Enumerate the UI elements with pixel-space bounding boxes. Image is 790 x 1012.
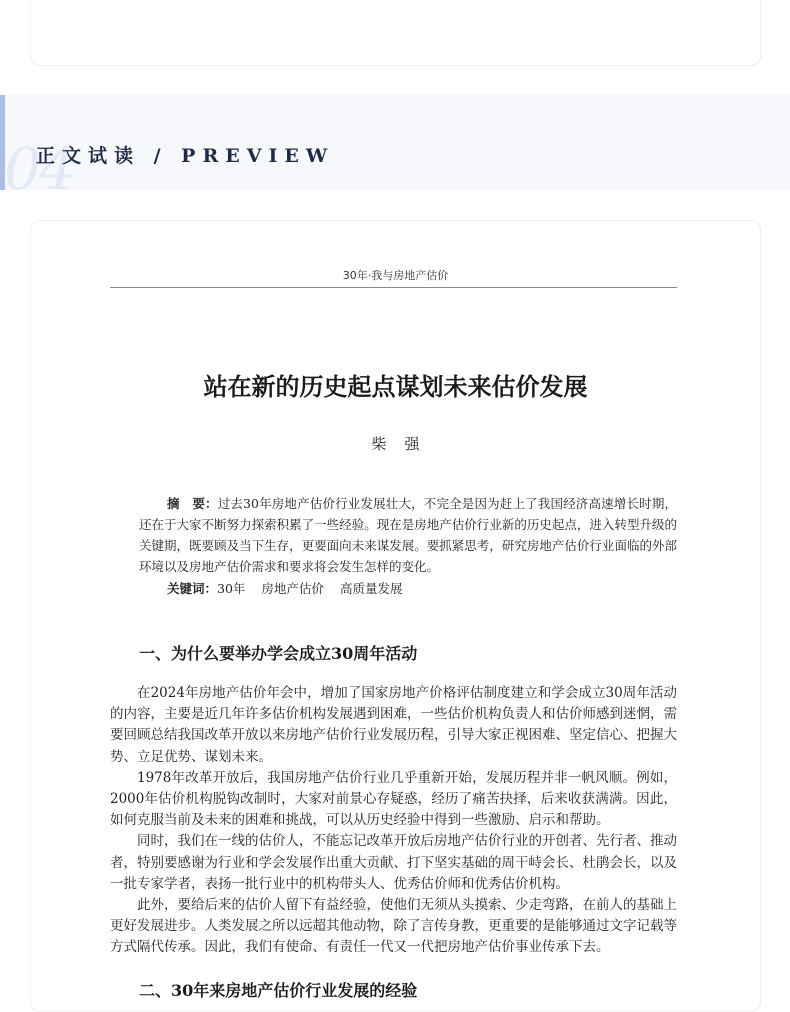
abstract-label: 摘 要：	[167, 496, 218, 511]
section-heading-1: 一、为什么要举办学会成立30周年活动	[139, 644, 418, 663]
section-number: 04	[4, 135, 74, 203]
keyword: 房地产估价	[261, 581, 324, 596]
article-title: 站在新的历史起点谋划未来估价发展	[203, 372, 588, 401]
abstract-text: 过去30年房地产估价行业发展壮大，不完全是因为赶上了我国经济高速增长时期，还在于大家不断努力探索积累了一些经验。现在是房地产估价行业新的历史起点，进入转型升级的关键期，既要顾及当下生存，更要面向未来谋发展。要抓紧思考，研究房地产估价行业面临的外部环境以及房地产估价需求和要求将会发生怎样的变化。	[139, 496, 677, 574]
preview-document-card	[30, 220, 761, 1012]
author-name: 柴强	[371, 435, 438, 453]
paragraph: 同时，我们在一线的估价人，不能忘记改革开放后房地产估价行业的开创者、先行者、推动者，特别要感谢为行业和学会发展作出重大贡献、打下坚实基础的周干峙会长、杜鹃会长，以及一批专家学者，表扬一批行业中的机构带头人、优秀估价师和优秀估价机构。	[110, 833, 677, 892]
keywords-label: 关键词：	[167, 581, 218, 596]
keywords	[139, 578, 677, 599]
previous-section-card	[30, 0, 761, 66]
keyword: 30年	[217, 581, 246, 596]
body-text	[110, 683, 677, 959]
section-heading-2: 二、30年来房地产估价行业发展的经验	[139, 981, 418, 1000]
running-head: 30年·我与房地产估价	[342, 269, 449, 282]
paragraph: 在2024年房地产估价年会中，增加了国家房地产价格评估制度建立和学会成立30周年活动的内容，主要是近几年许多估价机构发展遇到困难，一些估价机构负责人和估价师感到迷惘，需要回顾总结我国改革开放以来房地产估价行业发展历程，引导大家正视困难、坚定信心、把握大势、立足优势、谋划未来。	[110, 685, 677, 765]
section-title: 正文试读 / PREVIEW	[36, 145, 335, 167]
paragraph: 1978年改革开放后，我国房地产估价行业几乎重新开始，发展历程并非一帆风顺。例如，2000年估价机构脱钩改制时，大家对前景心存疑惑，经历了痛苦抉择，后来收获满满。因此，如何克服当前及未来的困难和挑战，可以从历史经验中得到一些激励、启示和帮助。	[110, 769, 677, 829]
header-rule	[110, 287, 677, 288]
section-header-band	[0, 95, 790, 203]
paragraph: 此外，要给后来的估价人留下有益经验，使他们无须从头摸索、少走弯路，在前人的基础上更好发展进步。人类发展之所以远超其他动物，除了言传身教，更重要的是能够通过文字记载等方式隔代传承。因此，我们有使命、有责任一代又一代把房地产估价事业传承下去。	[110, 897, 677, 956]
abstract	[139, 493, 677, 577]
keyword: 高质量发展	[339, 581, 403, 596]
